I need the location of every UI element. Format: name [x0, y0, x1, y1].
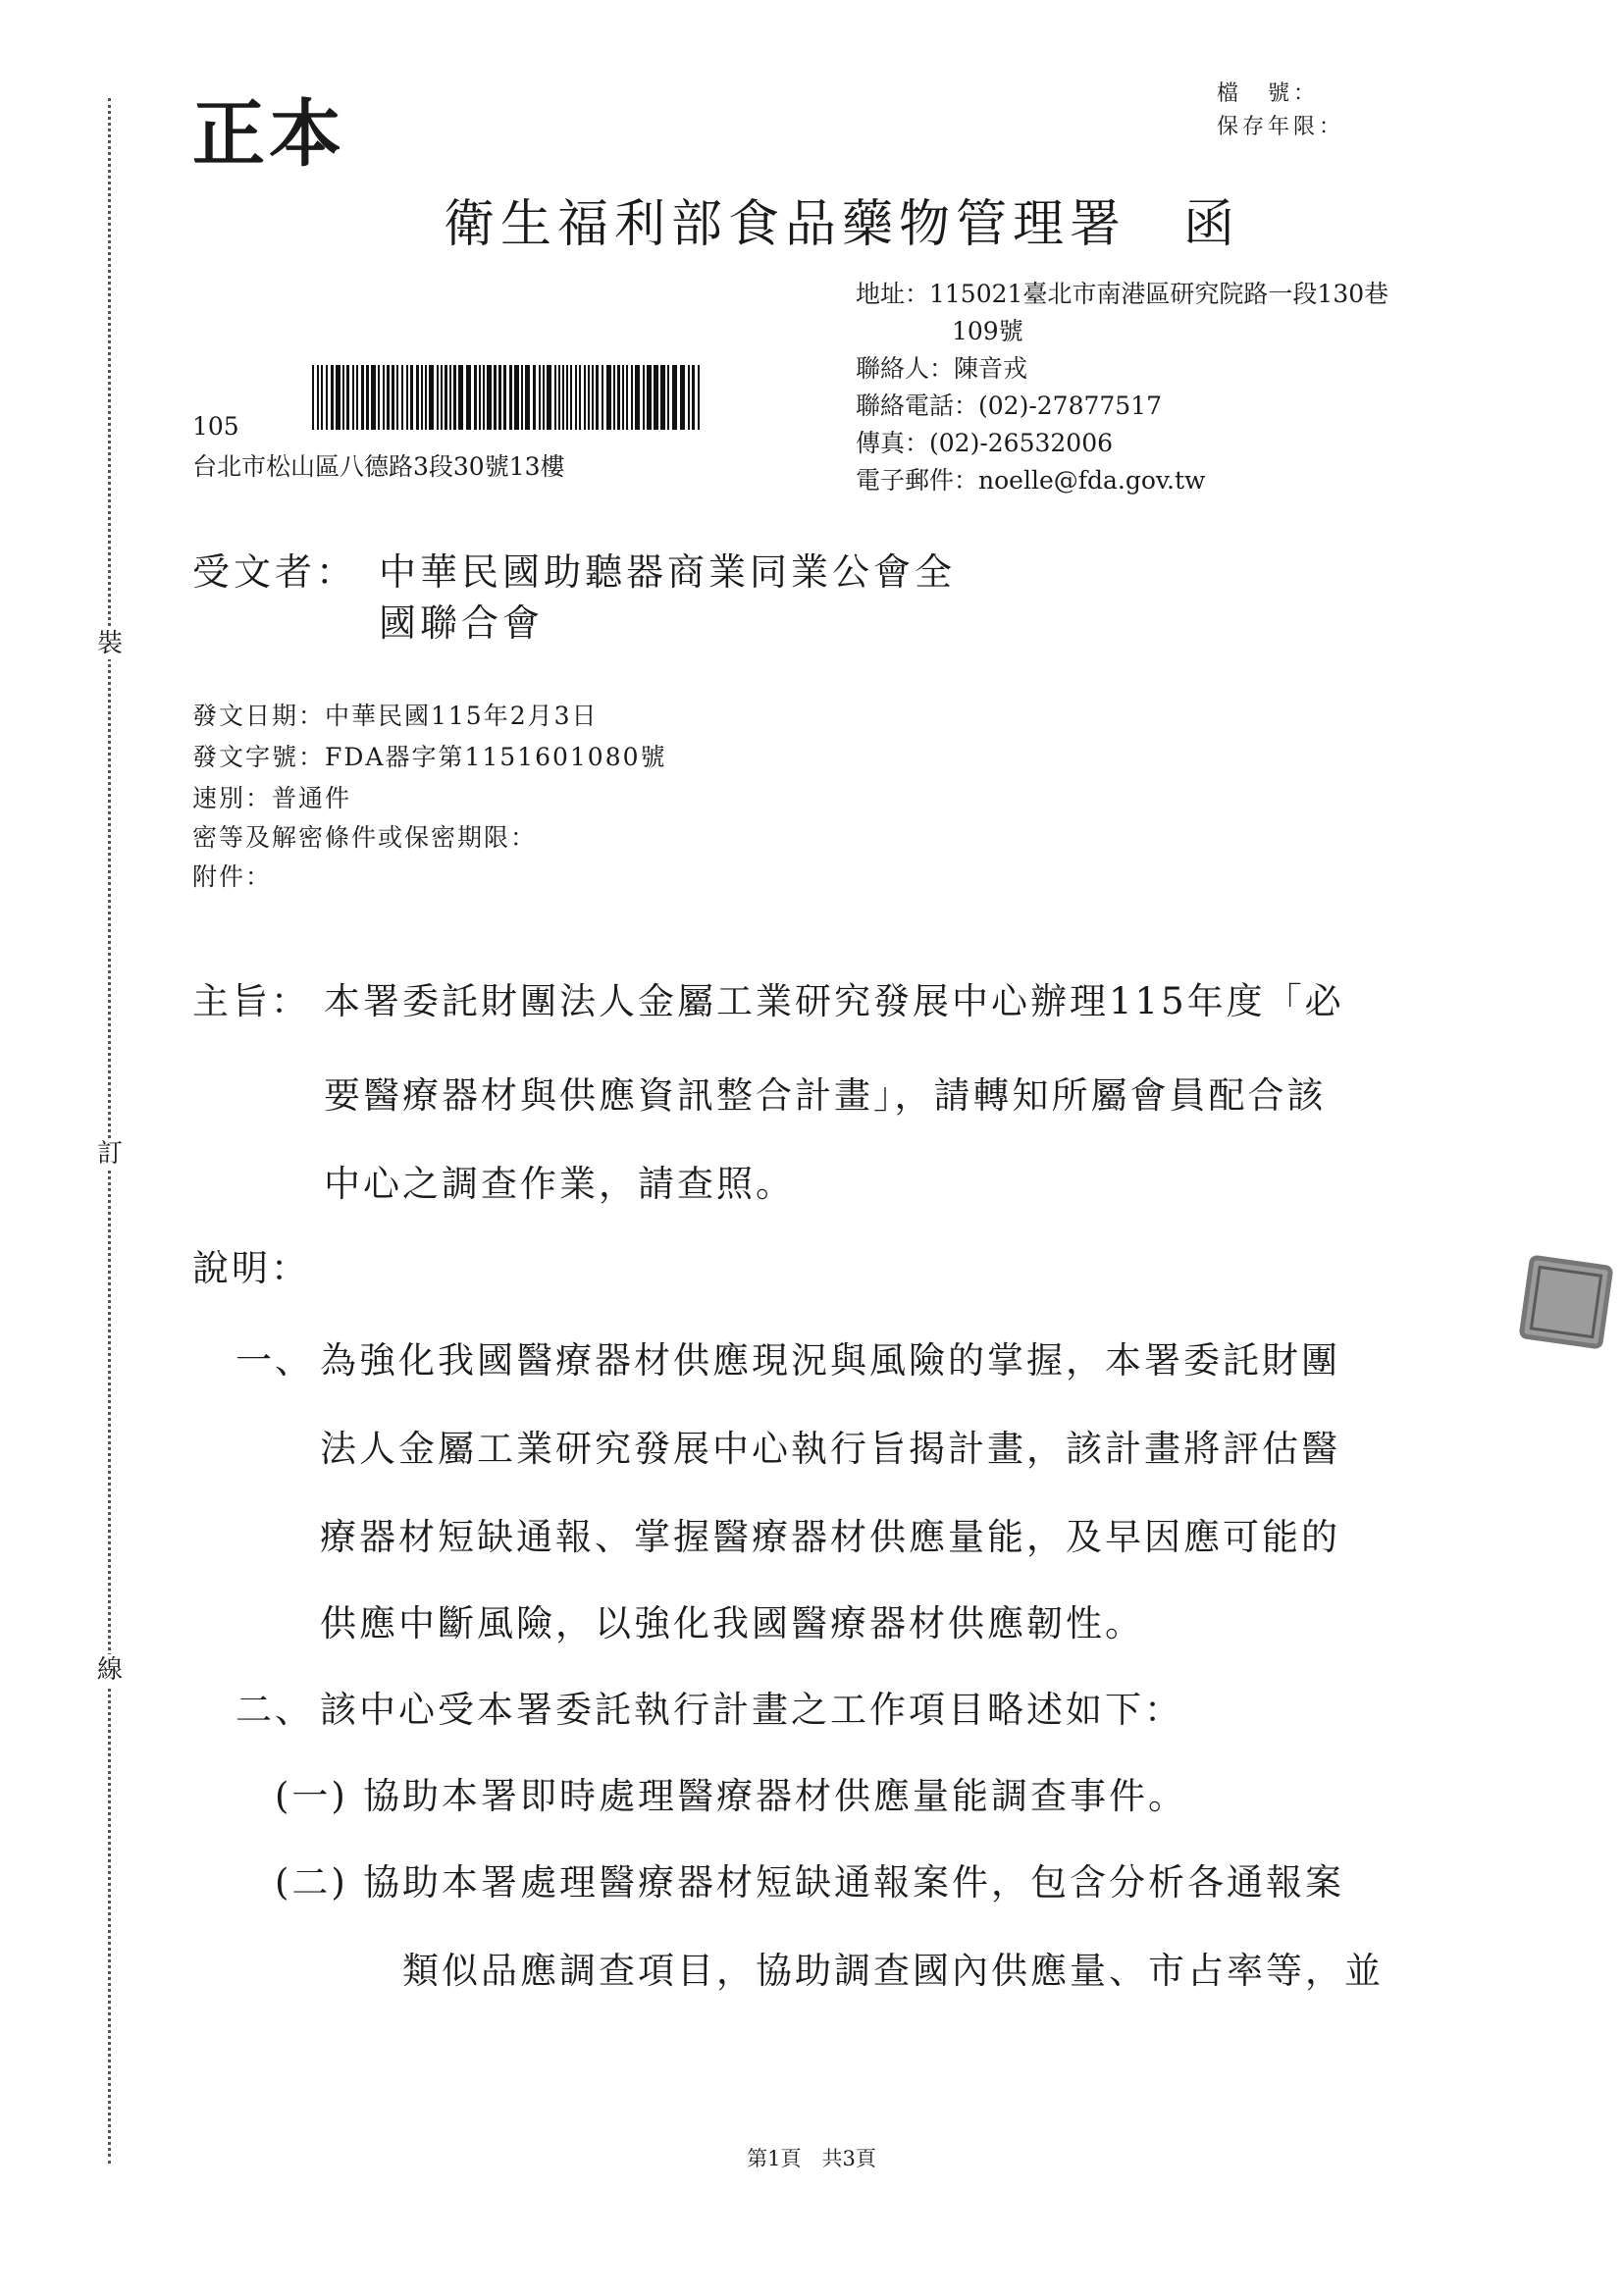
item-marker: 二、 [236, 1689, 314, 1731]
barcode-bar [437, 365, 439, 430]
binding-mark-ding: 訂 [94, 1138, 126, 1170]
barcode-bar [635, 365, 640, 430]
barcode-bar [371, 365, 376, 430]
barcode-bar [543, 365, 545, 430]
barcode-bar [622, 365, 624, 430]
item1-line: 供應中斷風險，以強化我國醫療器材供應韌性。 [320, 1602, 1144, 1644]
barcode-bar [387, 365, 390, 430]
barcode-bar [406, 365, 408, 430]
binding-mark-xian: 線 [94, 1654, 126, 1686]
sender-phone: 聯絡電話：(02)-27877517 [856, 391, 1163, 420]
barcode-bar [509, 365, 512, 430]
subject-line: 中心之調查作業，請查照。 [324, 1163, 795, 1205]
barcode-bar [575, 365, 577, 430]
barcode-bar [592, 365, 594, 430]
barcode-bar [602, 365, 603, 430]
barcode-bar [401, 365, 403, 430]
barcode-bar [688, 365, 690, 430]
barcode-bar [346, 365, 349, 430]
barcode-bar [449, 365, 451, 430]
barcode-bar [588, 365, 590, 430]
attachments: 附件： [192, 862, 273, 891]
barcode-bar [558, 365, 560, 430]
barcode-bar [487, 365, 492, 430]
barcode-bar [317, 365, 319, 430]
barcode-bar [514, 365, 519, 430]
item1-line: 療器材短缺通報、掌握醫療器材供應量能，及早因應可能的 [320, 1516, 1340, 1558]
barcode-bar [606, 365, 611, 430]
recipient-name-line1: 中華民國助聽器商業同業公會全 [379, 550, 957, 594]
barcode-bar [494, 365, 497, 430]
barcode-bar [383, 365, 385, 430]
item-marker: 一、 [236, 1339, 314, 1382]
barcode-bar [425, 365, 427, 430]
barcode-bar [566, 365, 568, 430]
agency-title: 衛生福利部食品藥物管理署 函 [444, 195, 1241, 254]
page-number: 第1頁 共3頁 [747, 2147, 876, 2170]
barcode-bar [547, 365, 551, 430]
barcode-bar [352, 365, 354, 430]
barcode-bar [441, 365, 443, 430]
barcode-bar [533, 365, 536, 430]
barcode-bar [503, 365, 506, 430]
sender-fax: 傳真：(02)-26532006 [856, 429, 1114, 457]
binding-margin-line [108, 98, 111, 2164]
recipient-label: 受文者： [192, 550, 358, 594]
barcode-bar [562, 365, 564, 430]
barcode-bar [647, 365, 652, 430]
sender-contact: 聯絡人：陳音戎 [856, 354, 1028, 383]
barcode-bar [596, 365, 599, 430]
barcode-bar [643, 365, 645, 430]
barcode-bar [525, 365, 530, 430]
barcode-bar [667, 365, 669, 430]
item1-line: 法人金屬工業研究發展中心執行旨揭計畫，該計畫將評估醫 [320, 1428, 1340, 1470]
subitem2-line: 協助本署處理醫療器材短缺通報案件，包含分析各通報案 [363, 1861, 1344, 1904]
barcode-bar [698, 365, 700, 430]
item2-line: 該中心受本署委託執行計畫之工作項目略述如下： [320, 1689, 1183, 1731]
document-number: 發文字號：FDA器字第1151601080號 [192, 743, 667, 771]
barcode-bar [466, 365, 471, 430]
barcode-bar [498, 365, 501, 430]
barcode-bar [584, 365, 586, 430]
barcode-bar [331, 365, 334, 430]
retention-period-label: 保存年限： [1217, 115, 1345, 139]
barcode-bar [692, 365, 695, 430]
subitem2-line: 類似品應調查項目，協助調查國內供應量、市占率等，並 [402, 1950, 1384, 1992]
barcode-bar [410, 365, 413, 430]
barcode-bar [570, 365, 572, 430]
barcode-bar [445, 365, 447, 430]
barcode-bar [479, 365, 481, 430]
sender-address-line2: 109號 [952, 317, 1023, 345]
barcode-bar [312, 365, 314, 430]
barcode-bar [539, 365, 541, 430]
secrecy-level: 密等及解密條件或保密期限： [192, 823, 538, 852]
barcode-bar [672, 365, 677, 430]
barcode-bar [416, 365, 419, 430]
recipient-postal-code: 105 [192, 412, 239, 441]
official-seal-stamp [1518, 1254, 1613, 1349]
item1-line: 為強化我國醫療器材供應現況與風險的掌握，本署委託財團 [320, 1339, 1340, 1382]
barcode-bar [392, 365, 394, 430]
barcode-bar [321, 365, 323, 430]
subitem-marker: (一) [275, 1775, 348, 1817]
subject-line: 本署委託財團法人金屬工業研究發展中心辦理115年度「必 [324, 980, 1344, 1022]
barcode-bar [421, 365, 423, 430]
file-number-label: 檔 號： [1217, 81, 1320, 106]
barcode-bar [631, 365, 633, 430]
barcode-bar [378, 365, 380, 430]
barcode-bar [613, 365, 615, 430]
barcode-image [310, 365, 707, 430]
subject-line: 要醫療器材與供應資訊整合計畫」，請轉知所屬會員配合該 [324, 1074, 1327, 1117]
sender-email: 電子郵件：noelle@fda.gov.tw [856, 466, 1206, 495]
barcode-bar [326, 365, 328, 430]
subitem-marker: (二) [275, 1861, 348, 1904]
barcode-bar [361, 365, 364, 430]
barcode-bar [474, 365, 477, 430]
barcode-bar [626, 365, 628, 430]
barcode-bar [680, 365, 685, 430]
barcode-bar [554, 365, 556, 430]
recipient-name-line2: 國聯合會 [379, 601, 545, 645]
barcode-bar [336, 365, 340, 430]
subitem1-line: 協助本署即時處理醫療器材供應量能調查事件。 [363, 1775, 1187, 1817]
original-copy-stamp: 正本 [192, 92, 345, 177]
barcode-bar [366, 365, 369, 430]
explanation-label: 說明： [192, 1247, 310, 1289]
sender-address-line1: 地址：115021臺北市南港區研究院路一段130巷 [856, 280, 1389, 308]
barcode-bar [429, 365, 434, 430]
barcode-bar [356, 365, 358, 430]
recipient-street-address: 台北市松山區八德路3段30號13樓 [192, 452, 565, 481]
barcode-bar [483, 365, 485, 430]
delivery-speed: 速別：普通件 [192, 784, 352, 812]
barcode-bar [458, 365, 463, 430]
barcode-bar [521, 365, 523, 430]
barcode-bar [617, 365, 620, 430]
barcode-bar [396, 365, 398, 430]
binding-mark-zhuang: 裝 [94, 628, 126, 659]
barcode-bar [453, 365, 456, 430]
barcode-bar [342, 365, 344, 430]
barcode-bar [654, 365, 658, 430]
barcode-bar [660, 365, 665, 430]
barcode-bar [579, 365, 581, 430]
subject-label: 主旨： [192, 980, 310, 1022]
issue-date: 發文日期：中華民國115年2月3日 [192, 702, 599, 730]
